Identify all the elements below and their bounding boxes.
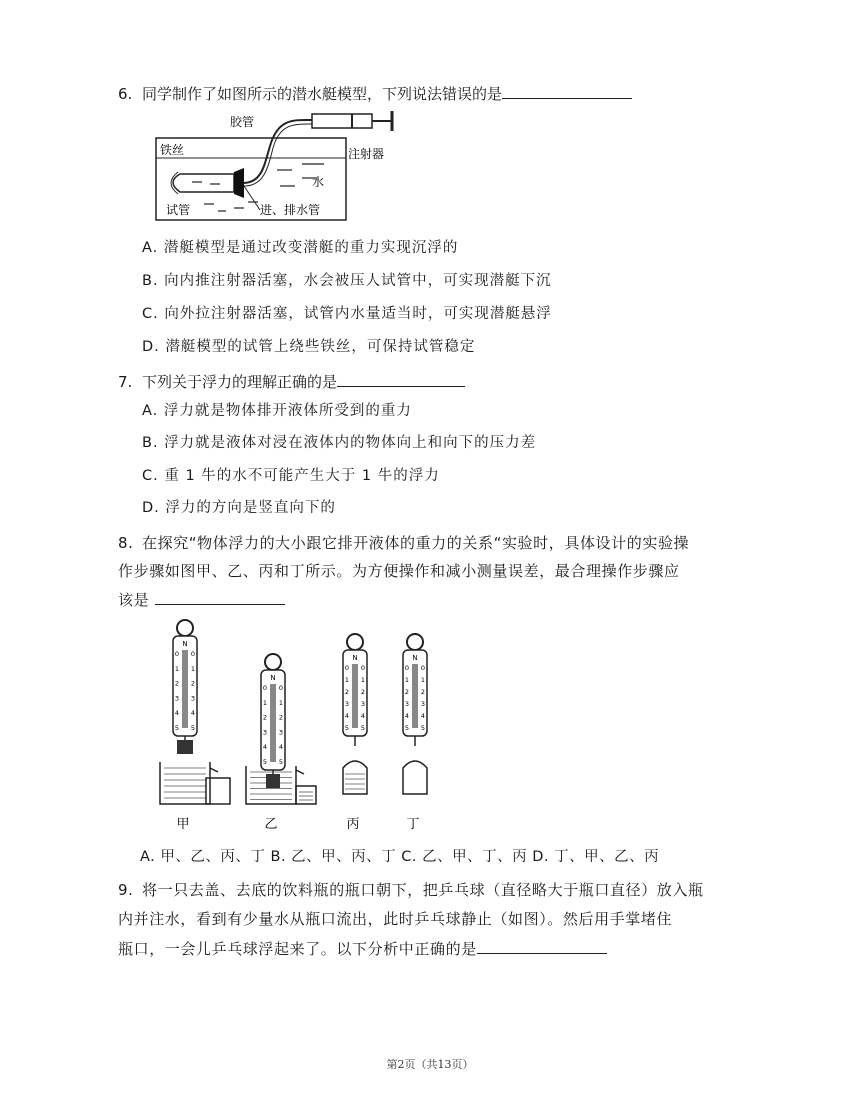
q6-answer-blank[interactable]	[502, 82, 632, 99]
scale-tick-label: 5	[404, 724, 410, 732]
scale-tick-label: 1	[262, 698, 268, 707]
scale-tick-label: 0	[278, 684, 284, 692]
q7-number: 7.	[118, 373, 133, 391]
q8-number: 8.	[118, 534, 134, 552]
q9-stem	[118, 879, 768, 966]
scale-tick-label: 2	[190, 679, 196, 688]
scale-ring	[407, 634, 423, 650]
scale-tick-label: 3	[174, 694, 180, 703]
q8-answer-blank[interactable]	[155, 588, 285, 605]
scale-tick-label: 4	[360, 712, 366, 720]
figure-label: 丙	[346, 817, 360, 832]
q6-option-c[interactable]: C. 向外拉注射器活塞，试管内水量适当时，可实现潜艇悬浮	[142, 306, 552, 322]
q7-option-d[interactable]: D. 浮力的方向是竖直向下的	[142, 500, 336, 516]
q9-number: 9.	[118, 881, 134, 899]
q7-option-a[interactable]: A. 浮力就是物体排开液体所受到的重力	[142, 403, 412, 419]
scale-spring	[412, 664, 418, 728]
scale-spring	[270, 684, 276, 762]
scale-tick-label: 5	[262, 758, 268, 766]
scale-tick-label: 3	[262, 728, 268, 737]
scale-tick-label: 1	[420, 676, 426, 684]
scale-unit: N	[270, 674, 276, 682]
q8-stem	[118, 532, 768, 616]
scale-tick-label: 3	[344, 700, 350, 708]
q6-stem-text: 同学制作了如图所示的潜水艇模型，下列说法错误的是	[142, 85, 503, 103]
q7-stem	[118, 370, 465, 392]
scale-tick-label: 2	[174, 679, 180, 688]
q9-line1: 将一只去盖、去底的饮料瓶的瓶口朝下，把乒乓球（直径略大于瓶口直径）放入瓶	[142, 881, 704, 899]
figure-label: 甲	[176, 817, 190, 832]
scale-unit: N	[412, 654, 418, 662]
scale-tick-label: 1	[278, 698, 284, 707]
scale-tick-label: 4	[404, 712, 410, 720]
q7-stem-text: 下列关于浮力的理解正确的是	[142, 373, 338, 391]
scale-tick-label: 0	[174, 650, 180, 658]
scale-tick-label: 1	[404, 676, 410, 684]
q8-spring-scale-figure	[150, 618, 450, 838]
q6-number: 6.	[118, 85, 133, 103]
hanging-block	[177, 740, 193, 754]
scale-ring	[265, 654, 281, 670]
syringe-barrel	[312, 114, 372, 128]
q8-options[interactable]: A. 甲、乙、丙、丁 B. 乙、甲、丙、丁 C. 乙、甲、丁、丙 D. 丁、甲、乙、丙	[140, 849, 660, 865]
q6-option-b[interactable]: B. 向内推注射器活塞，水会被压人试管中，可实现潜艇下沉	[142, 273, 552, 289]
scale-tick-label: 4	[420, 712, 426, 720]
scale-tick-label: 1	[190, 664, 196, 673]
q6-option-a[interactable]: A. 潜艇模型是通过改变潜艇的重力实现沉浮的	[142, 240, 459, 256]
test-tube	[173, 174, 234, 192]
scale-ring	[177, 620, 193, 636]
page-footer: 第2页（共13页）	[386, 1058, 474, 1071]
beaker-spout	[296, 770, 304, 774]
submerged-block	[266, 774, 280, 788]
scale-tick-label: 3	[190, 694, 196, 703]
scale-tick-label: 1	[360, 676, 366, 684]
scale-spring	[182, 650, 188, 728]
label-syringe: 注射器	[348, 147, 385, 161]
scale-tick-label: 5	[344, 724, 350, 732]
scale-tick-label: 4	[344, 712, 350, 720]
scale-tick-label: 0	[344, 664, 350, 672]
q7-answer-blank[interactable]	[337, 370, 465, 387]
q9-line2: 内并注水，看到有少量水从瓶口流出，此时乒乓球静止（如图）。然后用手掌堵住	[118, 910, 673, 928]
scale-tick-label: 5	[360, 724, 366, 732]
label-tube: 试管	[166, 203, 191, 217]
scale-tick-label: 3	[404, 700, 410, 708]
beaker-spout	[210, 768, 218, 772]
scale-tick-label: 0	[420, 664, 426, 672]
scale-tick-label: 5	[174, 724, 180, 732]
scale-tick-label: 4	[278, 743, 284, 752]
q9-answer-blank[interactable]	[477, 937, 607, 954]
scale-tick-label: 4	[174, 709, 180, 718]
q6-stem	[118, 82, 632, 104]
figure-label: 丁	[406, 817, 420, 832]
q7-option-b[interactable]: B. 浮力就是液体对浸在液体内的物体向上和向下的压力差	[142, 435, 537, 451]
scale-tick-label: 0	[360, 664, 366, 672]
scale-tick-label: 5	[190, 724, 196, 732]
label-water: 水	[312, 175, 325, 189]
q8-line1: 在探究“物体浮力的大小跟它排开液体的重力的关系“实验时，具体设计的实验操	[142, 534, 690, 552]
q8-line3: 该是	[118, 591, 150, 609]
scale-unit: N	[182, 640, 188, 648]
scale-tick-label: 0	[404, 664, 410, 672]
scale-tick-label: 3	[360, 700, 366, 708]
scale-tick-label: 5	[278, 758, 284, 766]
scale-tick-label: 1	[174, 664, 180, 673]
scale-tick-label: 4	[190, 709, 196, 718]
q7-option-c[interactable]: C. 重 1 牛的水不可能产生大于 1 牛的浮力	[142, 468, 440, 484]
scale-unit: N	[352, 654, 358, 662]
scale-tick-label: 3	[278, 728, 284, 737]
scale-tick-label: 2	[262, 713, 268, 722]
scale-tick-label: 1	[344, 676, 350, 684]
scale-tick-label: 0	[190, 650, 196, 658]
scale-tick-label: 2	[360, 688, 366, 696]
label-hose: 胶管	[230, 115, 255, 129]
scale-tick-label: 2	[344, 688, 350, 696]
scale-tick-label: 0	[262, 684, 268, 692]
q6-option-d[interactable]: D. 潜艇模型的试管上绕些铁丝，可保持试管稳定	[142, 339, 476, 355]
scale-tick-label: 5	[420, 724, 426, 732]
hanging-bucket-empty	[403, 761, 427, 794]
stopper	[234, 168, 244, 198]
scale-tick-label: 4	[262, 743, 268, 752]
label-pipe: 进、排水管	[260, 203, 321, 217]
figure-label: 乙	[264, 817, 278, 832]
q9-line3: 瓶口，一会儿乒乓球浮起来了。以下分析中正确的是	[118, 940, 477, 958]
scale-ring	[347, 634, 363, 650]
hose	[244, 120, 312, 183]
scale-tick-label: 3	[420, 700, 426, 708]
scale-tick-label: 2	[404, 688, 410, 696]
scale-tick-label: 2	[278, 713, 284, 722]
q8-line2: 作步骤如图甲、乙、丙和丁所示。为方便操作和减小测量误差，最合理操作步骤应	[118, 562, 680, 580]
scale-tick-label: 2	[420, 688, 426, 696]
label-wire: 铁丝	[160, 143, 185, 157]
q6-submarine-figure	[152, 106, 412, 226]
catch-cup	[296, 786, 316, 804]
scale-spring	[352, 664, 358, 728]
